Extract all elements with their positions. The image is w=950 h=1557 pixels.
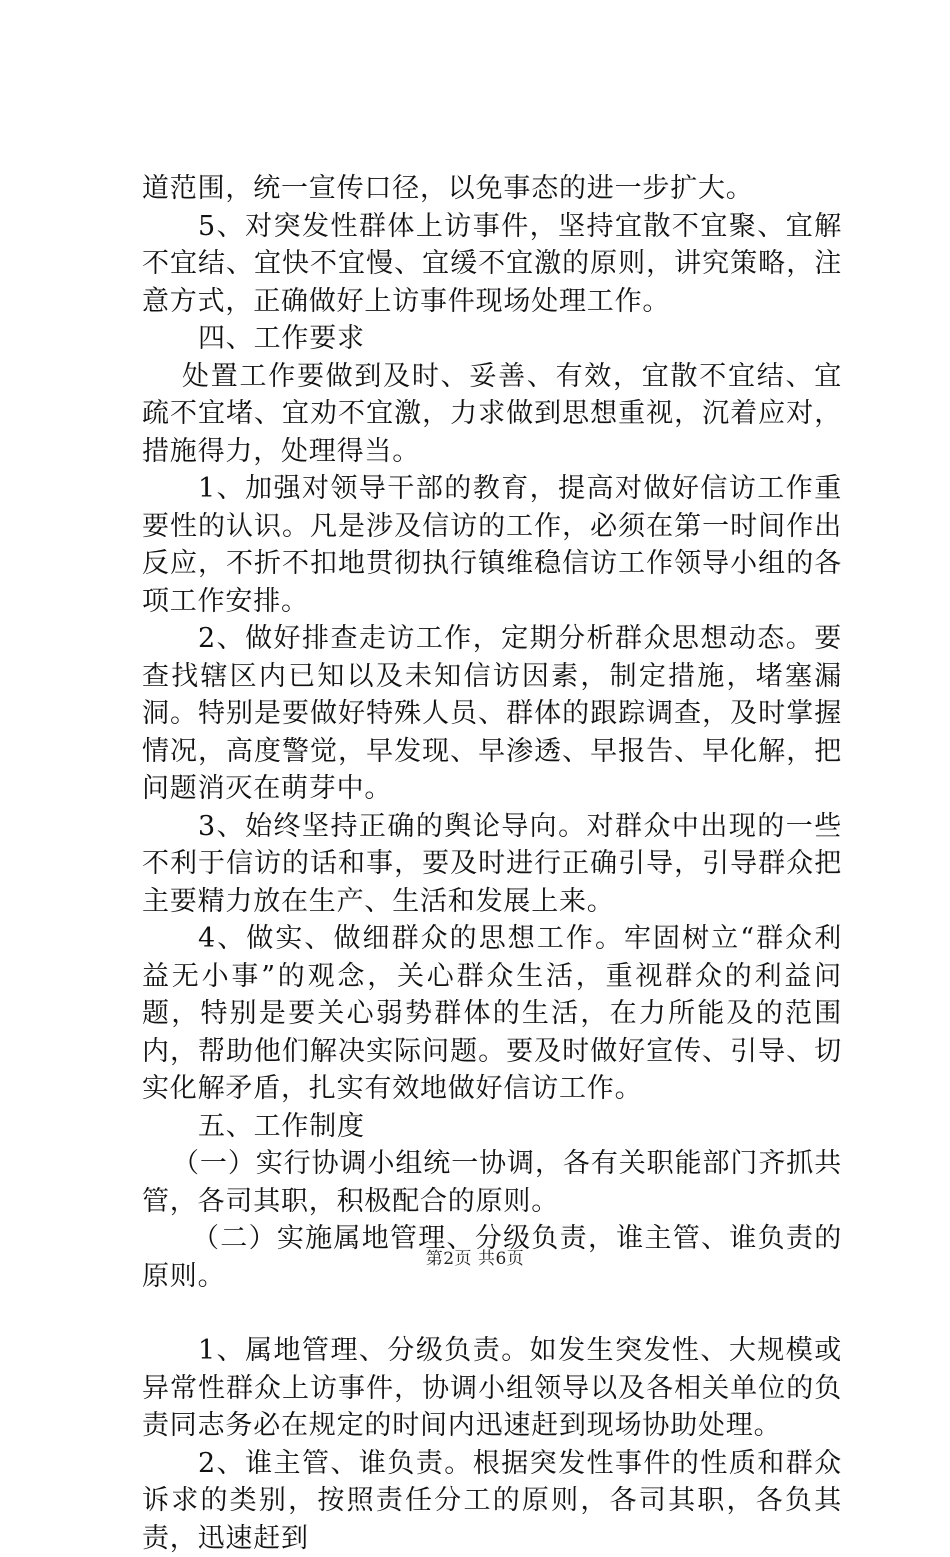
section-heading-requirements: 四、工作要求 bbox=[142, 320, 842, 358]
paragraph-requirement-4: 4、做实、做细群众的思想工作。牢固树立“群众利益无小事”的观念，关心群众生活，重视群众的利益问题，特别是要关心弱势群体的生活，在力所能及的范围内，帮助他们解决实际问题。要及时做好宣传、引导、切实化解矛盾，扎实有效地做好信访工作。 bbox=[142, 920, 842, 1108]
section-heading-system: 五、工作制度 bbox=[142, 1108, 842, 1146]
paragraph-requirements-intro: 处置工作要做到及时、妥善、有效，宜散不宜结、宜疏不宜堵、宜劝不宜激，力求做到思想重视，沉着应对，措施得力，处理得当。 bbox=[142, 358, 842, 471]
paragraph-system-2: （二）实施属地管理、分级负责，谁主管、谁负责的原则。 bbox=[142, 1220, 842, 1295]
page-footer: 第2页 共6页 bbox=[0, 1244, 950, 1269]
paragraph-system-1: （一）实行协调小组统一协调，各有关职能部门齐抓共管，各司其职，积极配合的原则。 bbox=[142, 1145, 842, 1220]
paragraph-item-5: 5、对突发性群体上访事件，坚持宜散不宜聚、宜解不宜结、宜快不宜慢、宜缓不宜激的原则，讲究策略，注意方式，正确做好上访事件现场处理工作。 bbox=[142, 208, 842, 321]
paragraph-requirement-1: 1、加强对领导干部的教育，提高对做好信访工作重要性的认识。凡是涉及信访的工作，必须在第一时间作出反应，不折不扣地贯彻执行镇维稳信访工作领导小组的各项工作安排。 bbox=[142, 470, 842, 620]
paragraph-continuation: 道范围，统一宣传口径，以免事态的进一步扩大。 bbox=[142, 170, 842, 208]
document-body bbox=[142, 170, 842, 1557]
paragraph-requirement-2: 2、做好排查走访工作，定期分析群众思想动态。要查找辖区内已知以及未知信访因素，制定措施，堵塞漏洞。特别是要做好特殊人员、群体的跟踪调查，及时掌握情况，高度警觉，早发现、早渗透、早报告、早化解，把问题消灭在萌芽中。 bbox=[142, 620, 842, 808]
paragraph-rule-1: 1、属地管理、分级负责。如发生突发性、大规模或异常性群众上访事件，协调小组领导以及各相关单位的负责同志务必在规定的时间内迅速赶到现场协助处理。 bbox=[142, 1332, 842, 1445]
paragraph-rule-2: 2、谁主管、谁负责。根据突发性事件的性质和群众诉求的类别，按照责任分工的原则，各司其职，各负其责，迅速赶到 bbox=[142, 1445, 842, 1557]
paragraph-requirement-3: 3、始终坚持正确的舆论导向。对群众中出现的一些不利于信访的话和事，要及时进行正确引导，引导群众把主要精力放在生产、生活和发展上来。 bbox=[142, 808, 842, 921]
